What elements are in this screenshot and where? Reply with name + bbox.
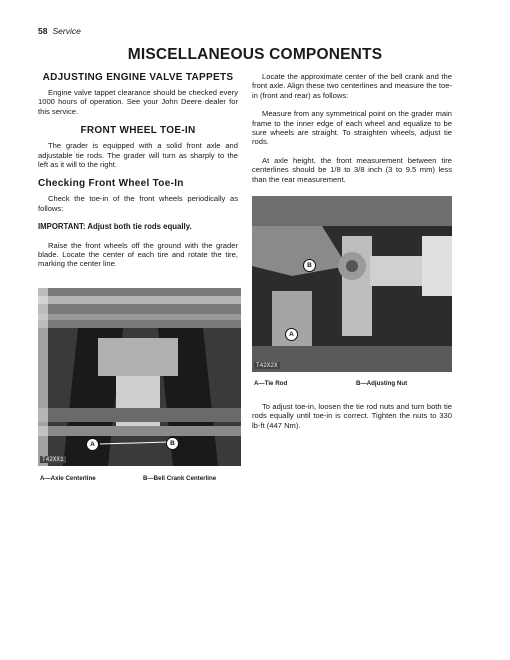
figure-code: T42XX1 [42, 456, 64, 463]
checking-heading: Checking Front Wheel Toe-In [38, 178, 184, 190]
marker-a: A [285, 328, 298, 341]
right-column [252, 72, 452, 184]
axle-photo [38, 288, 241, 466]
valve-paragraph: Engine valve tappet clearance should be checked every 1000 hours of operation. See your John Deere dealer for this service. [38, 88, 238, 116]
marker-b: B [166, 437, 179, 450]
axle-height-paragraph: At axle height, the front measurement between tire centerlines should be 1/8 to 3/8 inch (3 to 9.5 mm) less than the rear measurement. [252, 155, 452, 184]
tie-rod-photo-illustration [252, 196, 452, 372]
marker-a: A [86, 438, 99, 451]
raise-paragraph: Raise the front wheels off the ground with the grader blade. Locate the center of each tire and rotate the tire, marking the center line. [38, 240, 238, 269]
toein-heading: FRONT WHEEL TOE-IN [80, 125, 196, 137]
valve-heading: ADJUSTING ENGINE VALVE TAPPETS [42, 72, 234, 83]
tie-rod-photo [252, 196, 452, 372]
checking-paragraph: Check the toe-in of the front wheels periodically as follows: [38, 194, 238, 213]
left-column [38, 72, 238, 269]
toein-paragraph: The grader is equipped with a solid front axle and adjustable tie rods. The grader will turn as sharply to the left as it will to the right. [38, 141, 238, 170]
caption-tie-rod: A—Tie Rod [254, 380, 288, 387]
axle-photo-illustration [38, 288, 241, 466]
page-number: 58 [38, 26, 48, 36]
caption-axle-centerline: A—Axle Centerline [40, 475, 96, 482]
section-name: Service [52, 26, 81, 36]
right-lower-column [252, 402, 452, 430]
measure-paragraph: Measure from any symmetrical point on the grader main frame to the inner edge of each wheel and equalize to be sure wheels are straight. To straighten wheels, adjust tie rods. [252, 109, 452, 147]
adjust-paragraph: To adjust toe-in, loosen the tie rod nuts and turn both tie rods equally until toe-in is correct. Tighten the nuts to 330 lb-ft (447 Nm). [252, 402, 452, 430]
important-note: IMPORTANT: Adjust both tie rods equally. [38, 222, 192, 232]
figure-code: T42X2X [256, 362, 278, 369]
caption-adjusting-nut: B—Adjusting Nut [356, 380, 408, 387]
caption-bell-crank-centerline: B—Bell Crank Centerline [143, 475, 217, 482]
marker-b: B [303, 259, 316, 272]
page-title: MISCELLANEOUS COMPONENTS [127, 46, 383, 63]
page-header [38, 26, 81, 36]
locate-paragraph: Locate the approximate center of the bell crank and the front axle. Align these two centerlines and measure the toe-in (front and rear) as follows: [252, 72, 452, 100]
